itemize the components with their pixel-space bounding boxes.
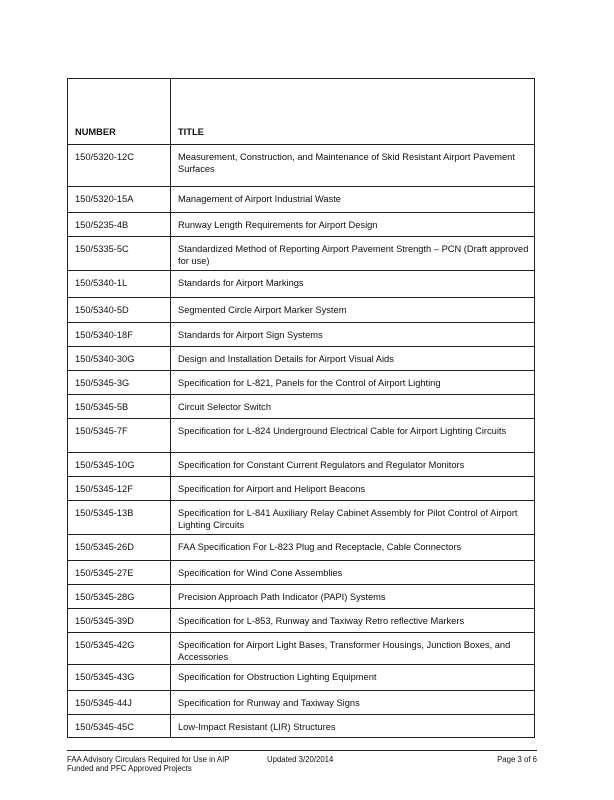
circular-number: 150/5345-27E [68,561,171,585]
circular-number: 150/5335-5C [68,237,171,271]
circular-number: 150/5345-44J [68,691,171,715]
table-row [68,419,535,453]
circular-title: Specification for Runway and Taxiway Signs [171,691,535,715]
table-row [68,715,535,738]
circular-title: Specification for Airport Light Bases, Transformer Housings, Junction Boxes, and Accessories [171,633,535,665]
circular-title: Circuit Selector Switch [171,395,535,419]
circular-number: 150/5345-42G [68,633,171,665]
table-row [68,323,535,347]
table-row [68,561,535,585]
circular-title: Management of Airport Industrial Waste [171,187,535,213]
circular-title: Standards for Airport Markings [171,271,535,298]
header-number: NUMBER [68,79,171,145]
circular-title: Specification for Wind Cone Assemblies [171,561,535,585]
header-title: TITLE [171,79,535,145]
table-row [68,477,535,501]
table-row [68,298,535,323]
circular-title: Low-Impact Resistant (LIR) Structures [171,715,535,738]
circular-title: Standardized Method of Reporting Airport Pavement Strength – PCN (Draft approved for use) [171,237,535,271]
circular-title: Measurement, Construction, and Maintenance of Skid Resistant Airport Pavement Surfaces [171,145,535,187]
table-row [68,609,535,633]
circular-title: Specification for L-853, Runway and Taxiway Retro reflective Markers [171,609,535,633]
table-row [68,237,535,271]
circular-title: FAA Specification For L-823 Plug and Receptacle, Cable Connectors [171,535,535,561]
table-row [68,271,535,298]
footer-page-number: Page 3 of 6 [497,755,537,764]
circular-number: 150/5320-15A [68,187,171,213]
circular-number: 150/5340-1L [68,271,171,298]
circular-title: Specification for L-824 Underground Electrical Cable for Airport Lighting Circuits [171,419,535,453]
footer-updated-date: Updated 3/20/2014 [267,755,334,764]
circular-number: 150/5345-28G [68,585,171,609]
circular-number: 150/5340-5D [68,298,171,323]
circular-number: 150/5340-30G [68,347,171,371]
circular-title: Specification for Constant Current Regulators and Regulator Monitors [171,453,535,477]
table-row [68,395,535,419]
table-row [68,371,535,395]
page-footer [67,750,537,773]
circular-number: 150/5345-12F [68,477,171,501]
circular-number: 150/5320-12C [68,145,171,187]
circular-number: 150/5345-43G [68,665,171,691]
table-row [68,535,535,561]
circular-title: Standards for Airport Sign Systems [171,323,535,347]
circular-title: Specification for L-821, Panels for the Control of Airport Lighting [171,371,535,395]
circular-title: Specification for Obstruction Lighting Equipment [171,665,535,691]
circular-title: Specification for L-841 Auxiliary Relay Cabinet Assembly for Pilot Control of Airport Lighting Circuits [171,501,535,535]
circular-title: Segmented Circle Airport Marker System [171,298,535,323]
table-row [68,501,535,535]
table-row [68,187,535,213]
circular-number: 150/5345-39D [68,609,171,633]
table-row [68,585,535,609]
circular-number: 150/5235-4B [68,213,171,237]
table-row [68,691,535,715]
circular-title: Runway Length Requirements for Airport Design [171,213,535,237]
circular-number: 150/5345-10G [68,453,171,477]
circular-title: Precision Approach Path Indicator (PAPI) Systems [171,585,535,609]
circular-number: 150/5345-45C [68,715,171,738]
circular-number: 150/5345-7F [68,419,171,453]
table-header-row [68,79,535,145]
circular-title: Design and Installation Details for Airport Visual Aids [171,347,535,371]
table-row [68,453,535,477]
footer-document-title: FAA Advisory Circulars Required for Use in AIP Funded and PFC Approved Projects [67,755,230,773]
advisory-circulars-table [67,78,535,738]
circular-number: 150/5345-13B [68,501,171,535]
circular-title: Specification for Airport and Heliport Beacons [171,477,535,501]
circular-number: 150/5345-5B [68,395,171,419]
table-row [68,213,535,237]
circular-number: 150/5345-26D [68,535,171,561]
table-row [68,665,535,691]
table-row [68,347,535,371]
table-row [68,633,535,665]
circular-number: 150/5345-3G [68,371,171,395]
table-row [68,145,535,187]
circular-number: 150/5340-18F [68,323,171,347]
